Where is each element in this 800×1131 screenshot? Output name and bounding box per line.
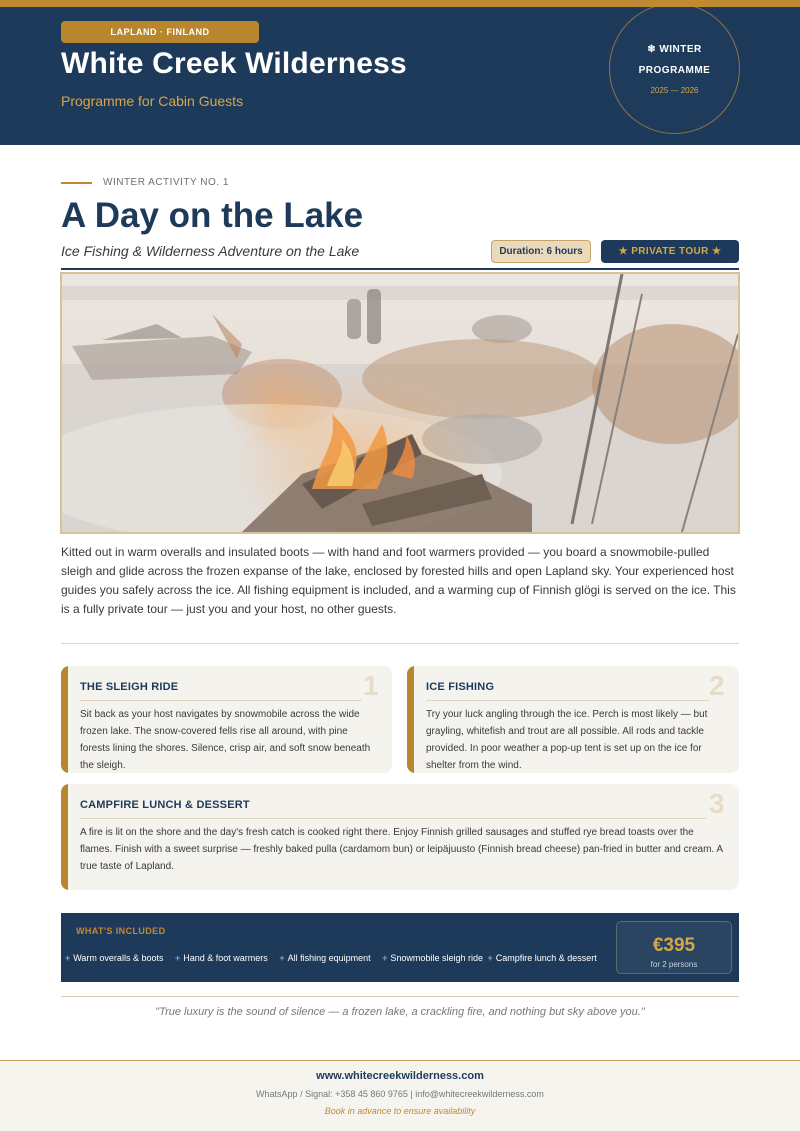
included-item: + Campfire lunch & dessert [487, 953, 597, 963]
footer-website-link[interactable]: www.whitecreekwilderness.com [316, 1070, 484, 1082]
kicker-rule [61, 182, 92, 184]
duration-badge: Duration: 6 hours [491, 240, 591, 263]
card-accent-bar [61, 666, 68, 773]
page-title: A Day on the Lake [61, 196, 364, 235]
winter-programme-seal [609, 7, 740, 134]
card-text: A fire is lit on the shore and the day's fresh catch is cooked right there. Enjoy Finnish grilled sausages and stuffed rye bread toasts over the flames. Finish with a sweet surprise — freshly baked pulla (cardamom bun) or leipäjuusto (Finnish bread cheese) pan-fried in butter and cream. A true taste of Lapland. [80, 827, 723, 872]
included-item: + All fishing equipment [279, 953, 371, 963]
included-item: + Hand & foot warmers [174, 953, 268, 963]
bullet-icon: + [65, 953, 71, 963]
included-label: WHAT'S INCLUDED [76, 926, 166, 936]
card-accent-bar [407, 666, 414, 773]
top-accent-bar [0, 0, 800, 7]
seal-line-1: ❄ WINTER [647, 44, 702, 55]
bullet-icon: + [382, 953, 388, 963]
card-title: CAMPFIRE LUNCH & DESSERT [80, 799, 250, 811]
card-number: 3 [709, 788, 725, 819]
title-divider [61, 268, 739, 270]
section-card-sleigh-ride [61, 666, 392, 773]
section-card-campfire-lunch [61, 784, 739, 890]
price-box [616, 921, 732, 974]
quote-divider [61, 996, 739, 997]
header-banner [0, 7, 800, 145]
card-title-rule [80, 818, 706, 819]
page-subtitle: Ice Fishing & Wilderness Adventure on the Lake [61, 243, 360, 259]
card-accent-bar [61, 784, 68, 890]
included-list [65, 953, 606, 963]
card-number: 2 [709, 670, 725, 701]
price-note: for 2 persons [650, 960, 698, 969]
card-text: Sit back as your host navigates by snowmobile across the wide frozen lake. The snow-covered fells rise all around, with pine forests lining the shores. Silence, crisp air, and soft snow beneath the sleigh. [80, 709, 371, 771]
footer-booking-note: Book in advance to ensure availability [324, 1106, 476, 1116]
closing-quote: "True luxury is the sound of silence — a frozen lake, a crackling fire, and nothing but sky above you." [155, 1006, 645, 1018]
card-title-rule [426, 700, 709, 701]
bullet-icon: + [174, 953, 181, 963]
brand-tagline: Programme for Cabin Guests [61, 93, 244, 109]
footer [0, 1060, 800, 1131]
card-title-rule [80, 700, 362, 701]
lake-campfire-photo [60, 272, 740, 534]
bullet-icon: + [279, 953, 285, 963]
seal-season: 2025 — 2026 [650, 86, 699, 95]
card-title: THE SLEIGH RIDE [80, 681, 179, 693]
bullet-icon: + [487, 953, 493, 963]
price-amount: €395 [652, 935, 696, 956]
section-card-ice-fishing [407, 666, 739, 773]
included-item: + Snowmobile sleigh ride [382, 953, 483, 963]
footer-contact: WhatsApp / Signal: +358 45 860 9765 | info@whitecreekwilderness.com [256, 1089, 544, 1099]
region-badge: LAPLAND · FINLAND [61, 21, 259, 43]
seal-line-2: PROGRAMME [638, 65, 711, 76]
card-title: ICE FISHING [426, 681, 495, 693]
card-text: Try your luck angling through the ice. Perch is most likely — but grayling, whitefish and trout are all possible. All rods and tackle provided. In poor weather a pop-up tent is set up on the ice for shelter from the wind. [426, 709, 708, 771]
included-item: + Warm overalls & boots [65, 953, 164, 963]
section-divider [61, 643, 739, 644]
activity-kicker: WINTER ACTIVITY NO. 1 [103, 177, 229, 188]
card-number: 1 [363, 670, 379, 701]
whats-included-bar [61, 913, 739, 982]
intro-paragraph: Kitted out in warm overalls and insulated boots — with hand and foot warmers provided — you board a snowmobile-pulled sleigh and glide across the frozen expanse of the lake, enclosed by forested hills and open Lapland sky. Your experienced host guides you safely across the ice. All fishing equipment is included, and a warming cup of Finnish glögi is served on the ice. This is a fully private tour — just you and your host, no other guests. [61, 545, 736, 616]
brand-title: White Creek Wilderness [61, 47, 407, 80]
private-tour-badge: ★ PRIVATE TOUR ★ [601, 240, 739, 263]
